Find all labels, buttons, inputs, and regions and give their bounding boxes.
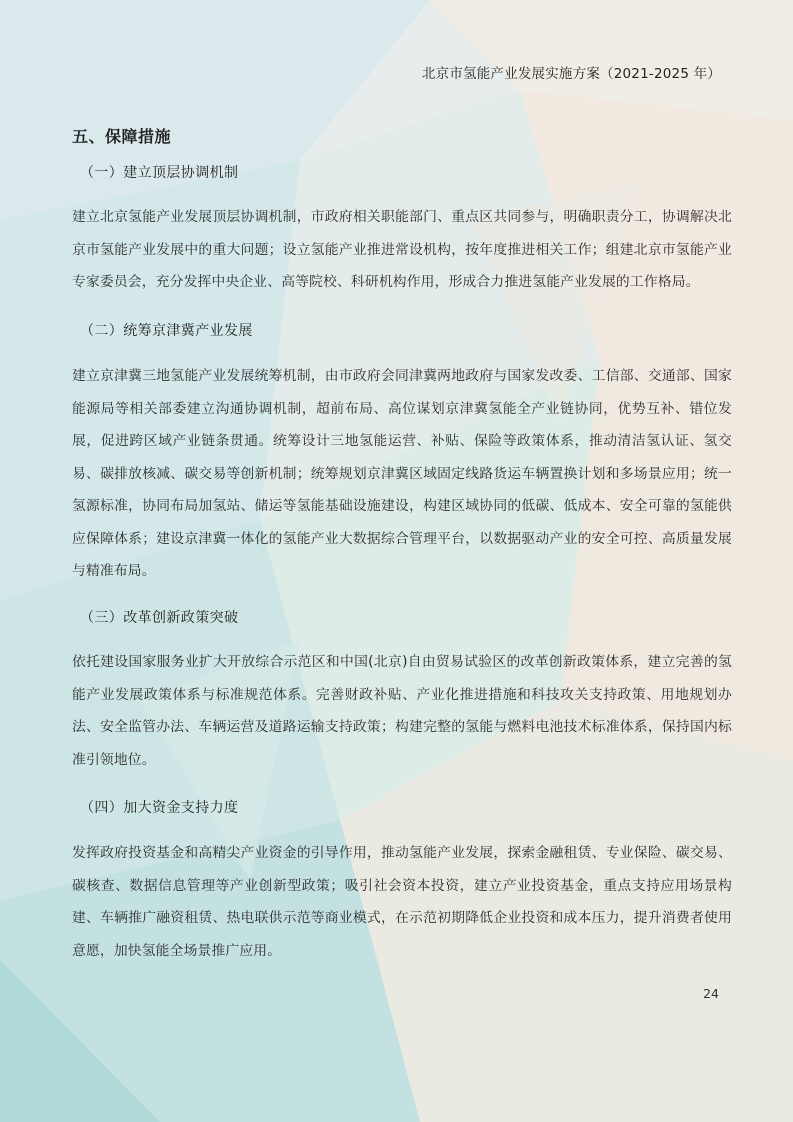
subsection-heading-1: （一）建立顶层协调机制 <box>80 165 239 181</box>
page-number: 24 <box>703 986 719 1001</box>
document-header-title: 北京市氢能产业发展实施方案（2021-2025 年） <box>421 66 721 82</box>
subsection-heading-2: （二）统筹京津冀产业发展 <box>80 323 253 339</box>
section-title: 五、保障措施 <box>72 127 172 146</box>
subsection-paragraph-4: 发挥政府投资基金和高精尖产业资金的引导作用，推动氢能产业发展，探索金融租赁、专业保险、碳交易、碳核查、数据信息管理等产业创新型政策；吸引社会资本投资，建立产业投资基金，重点支持应用场景构建、车辆推广融资租赁、热电联供示范等商业模式，在示范初期降低企业投资和成本压力，提升消费者使用意愿，加快氢能全场景推广应用。 <box>72 845 732 959</box>
subsection-paragraph-1: 建立北京氢能产业发展顶层协调机制，市政府相关职能部门、重点区共同参与，明确职责分工，协调解决北京市氢能产业发展中的重大问题；设立氢能产业推进常设机构，按年度推进相关工作；组建北京市氢能产业专家委员会，充分发挥中央企业、高等院校、科研机构作用，形成合力推进氢能产业发展的工作格局。 <box>72 209 732 290</box>
subsection-paragraph-2: 建立京津冀三地氢能产业发展统筹机制，由市政府会同津冀两地政府与国家发改委、工信部、交通部、国家能源局等相关部委建立沟通协调机制，超前布局、高位谋划京津冀氢能全产业链协同，优势互补、错位发展，促进跨区域产业链条贯通。统筹设计三地氢能运营、补贴、保险等政策体系，推动清洁氢认证、氢交易、碳排放核减、碳交易等创新机制；统筹规划京津冀区域固定线路货运车辆置换计划和多场景应用；统一氢源标准，协同布局加氢站、储运等氢能基础设施建设，构建区域协同的低碳、低成本、安全可靠的氢能供应保障体系；建设京津冀一体化的氢能产业大数据综合管理平台，以数据驱动产业的安全可控、高质量发展与精准布局。 <box>72 368 732 579</box>
subsection-heading-4: （四）加大资金支持力度 <box>80 800 239 816</box>
subsection-paragraph-3: 依托建设国家服务业扩大开放综合示范区和中国(北京)自由贸易试验区的改革创新政策体系，建立完善的氢能产业发展政策体系与标准规范体系。完善财政补贴、产业化推进措施和科技攻关支持政策、用地规划办法、安全监管办法、车辆运营及道路运输支持政策；构建完整的氢能与燃料电池技术标准体系，保持国内标准引领地位。 <box>72 654 732 768</box>
subsection-heading-3: （三）改革创新政策突破 <box>80 610 239 626</box>
